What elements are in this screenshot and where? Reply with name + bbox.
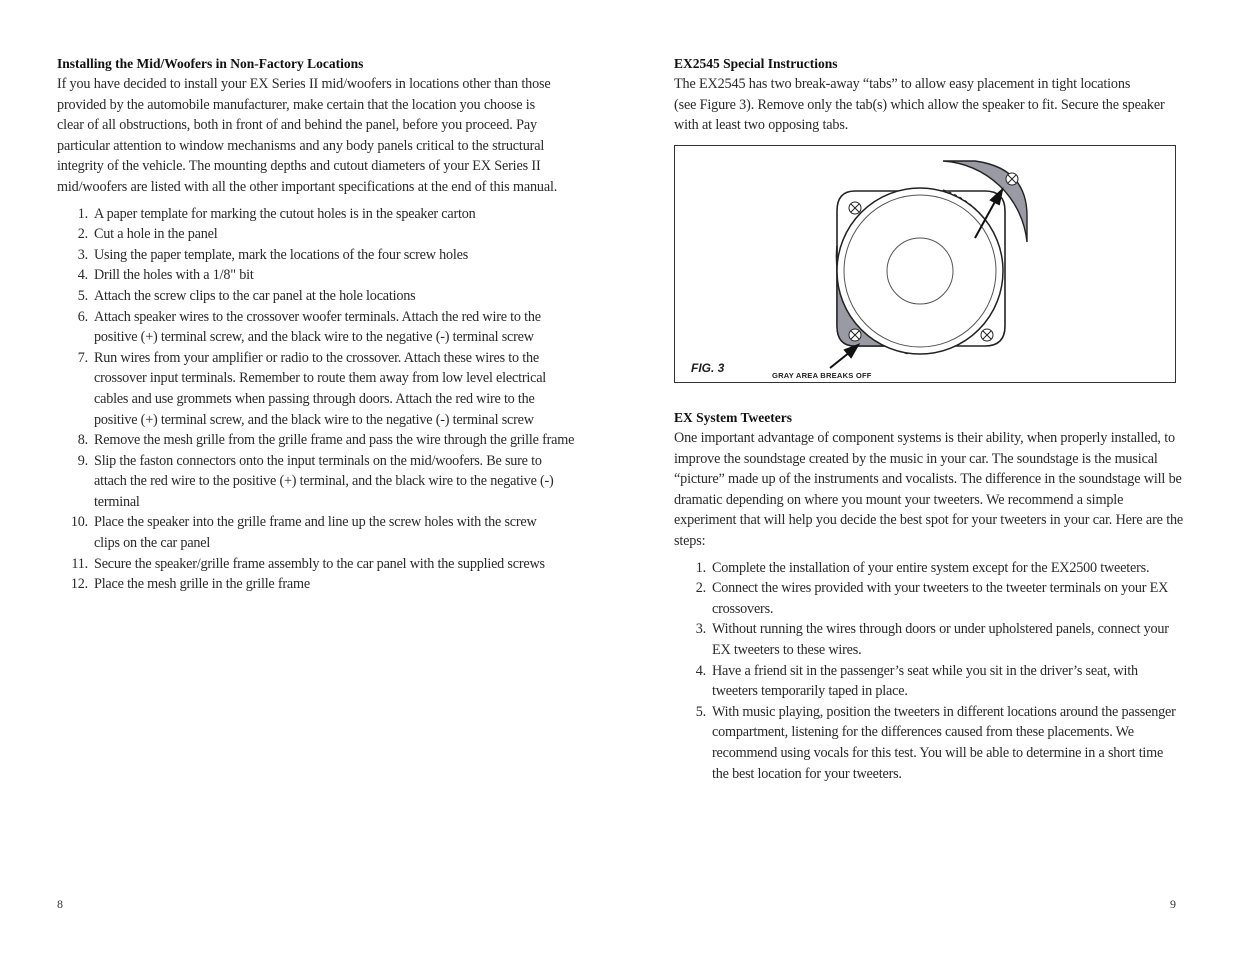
tweeters-paragraph: One important advantage of component systems is their ability, when properly installed, to improve the soundstage created by the music in your car. The soundstage is the musical “picture” made up of the instruments and vocalists. The difference in the soundstage will be dramatic depending on where you mount your tweeters. We recommend a simple experiment that will help you decide the best spot for your tweeters in your car. Here are the steps: — [674, 430, 1184, 549]
page-number-left: 8 — [57, 897, 63, 911]
screw-hole-icon — [981, 329, 993, 341]
list-item: 12. Place the mesh grille in the grille frame — [70, 576, 310, 593]
figure-caption: GRAY AREA BREAKS OFF — [772, 371, 872, 380]
page-number-right: 9 — [1170, 897, 1176, 911]
list-item: 7. Run wires from your amplifier or radio to the crossover. Attach these wires to the crossover input terminals. Remember to route them away from low level electrical cables and use grommets when passing through doors. Attach the red wire to the positive (+) terminal screw, and the black wire to the negative (-) terminal screw — [77, 349, 547, 428]
figure-label: FIG. 3 — [691, 361, 725, 375]
list-item: 10. Place the speaker into the grille frame and line up the screw holes with the screw clips on the car panel — [70, 514, 537, 552]
speaker-diagram — [675, 146, 1175, 382]
list-item: 11. Secure the speaker/grille frame assembly to the car panel with the supplied screws — [71, 555, 545, 572]
list-item: 5. With music playing, position the tweeters in different locations around the passenger compartment, listening for the differences caused from these placements. We recommend using vocals for this test. You will be able to determine in a short time the best location for your tweeters. — [695, 703, 1176, 782]
arrow-icon — [830, 345, 858, 368]
left-page — [0, 0, 617, 954]
screw-hole-icon — [1006, 173, 1018, 185]
list-item: 9. Slip the faston connectors onto the input terminals on the mid/woofers. Be sure to attach the red wire to the positive (+) terminal, and the black wire to the negative (-) terminal — [77, 452, 554, 510]
screw-hole-icon — [849, 329, 861, 341]
list-item: 3. Using the paper template, mark the locations of the four screw holes — [77, 246, 469, 263]
right-page — [617, 0, 1235, 954]
list-item: 2. Cut a hole in the panel — [77, 226, 218, 243]
list-item: 8. Remove the mesh grille from the grille frame and pass the wire through the grille frame — [77, 432, 575, 449]
section-heading-ex2545: EX2545 Special Instructions — [674, 56, 838, 71]
list-item: 2. Connect the wires provided with your tweeters to the tweeter terminals on your EX crossovers. — [695, 580, 1169, 617]
ex2545-special-section — [674, 54, 1184, 136]
section-heading-mid-woofers: Installing the Mid/Woofers in Non-Factory Locations — [57, 56, 364, 71]
section-paragraph: If you have decided to install your EX Series II mid/woofers in locations other than those provided by the automobile manufacturer, make certain that the location you choose is clear of all obstructions, both in front of and behind the panel, before you proceed. Pay particular attention to window mechanisms and any body panels critical to the structural integrity of the vehicle. The mounting depths and cutout diameters of your EX Series II mid/woofers are listed with all the other important specifications at the end of this manual. — [57, 76, 558, 195]
list-item: 3. Without running the wires through doors or under upholstered panels, connect your EX tweeters to these wires. — [695, 621, 1169, 658]
list-item: 6. Attach speaker wires to the crossover woofer terminals. Attach the red wire to the positive (+) terminal screw, and the black wire to the negative (-) terminal screw — [77, 308, 541, 346]
mid-woofer-install-section — [57, 54, 575, 595]
list-item: 5. Attach the screw clips to the car panel at the hole locations — [77, 287, 416, 304]
list-item: 1. Complete the installation of your entire system except for the EX2500 tweeters. — [695, 559, 1150, 576]
install-steps-list — [70, 204, 575, 595]
special-instructions-line-2: (see Figure 3). Remove only the tab(s) which allow the speaker to fit. Secure the speaker with at least two opposing tabs. — [674, 96, 1165, 134]
section-heading-tweeters: EX System Tweeters — [674, 410, 792, 425]
figure-3-box — [674, 145, 1176, 383]
screw-hole-icon — [849, 202, 861, 214]
tweeters-section — [674, 408, 1184, 784]
list-item: 4. Drill the holes with a 1/8" bit — [77, 267, 254, 284]
tweeter-steps-list — [695, 558, 1182, 785]
list-item: 4. Have a friend sit in the passenger’s seat while you sit in the driver’s seat, with tweeters temporarily taped in place. — [695, 662, 1138, 700]
speaker-dust-cap — [887, 238, 953, 304]
list-item: 1. A paper template for marking the cutout holes is in the speaker carton — [77, 205, 476, 222]
special-instructions-line-1: The EX2545 has two break-away “tabs” to allow easy placement in tight locations — [674, 76, 1131, 92]
